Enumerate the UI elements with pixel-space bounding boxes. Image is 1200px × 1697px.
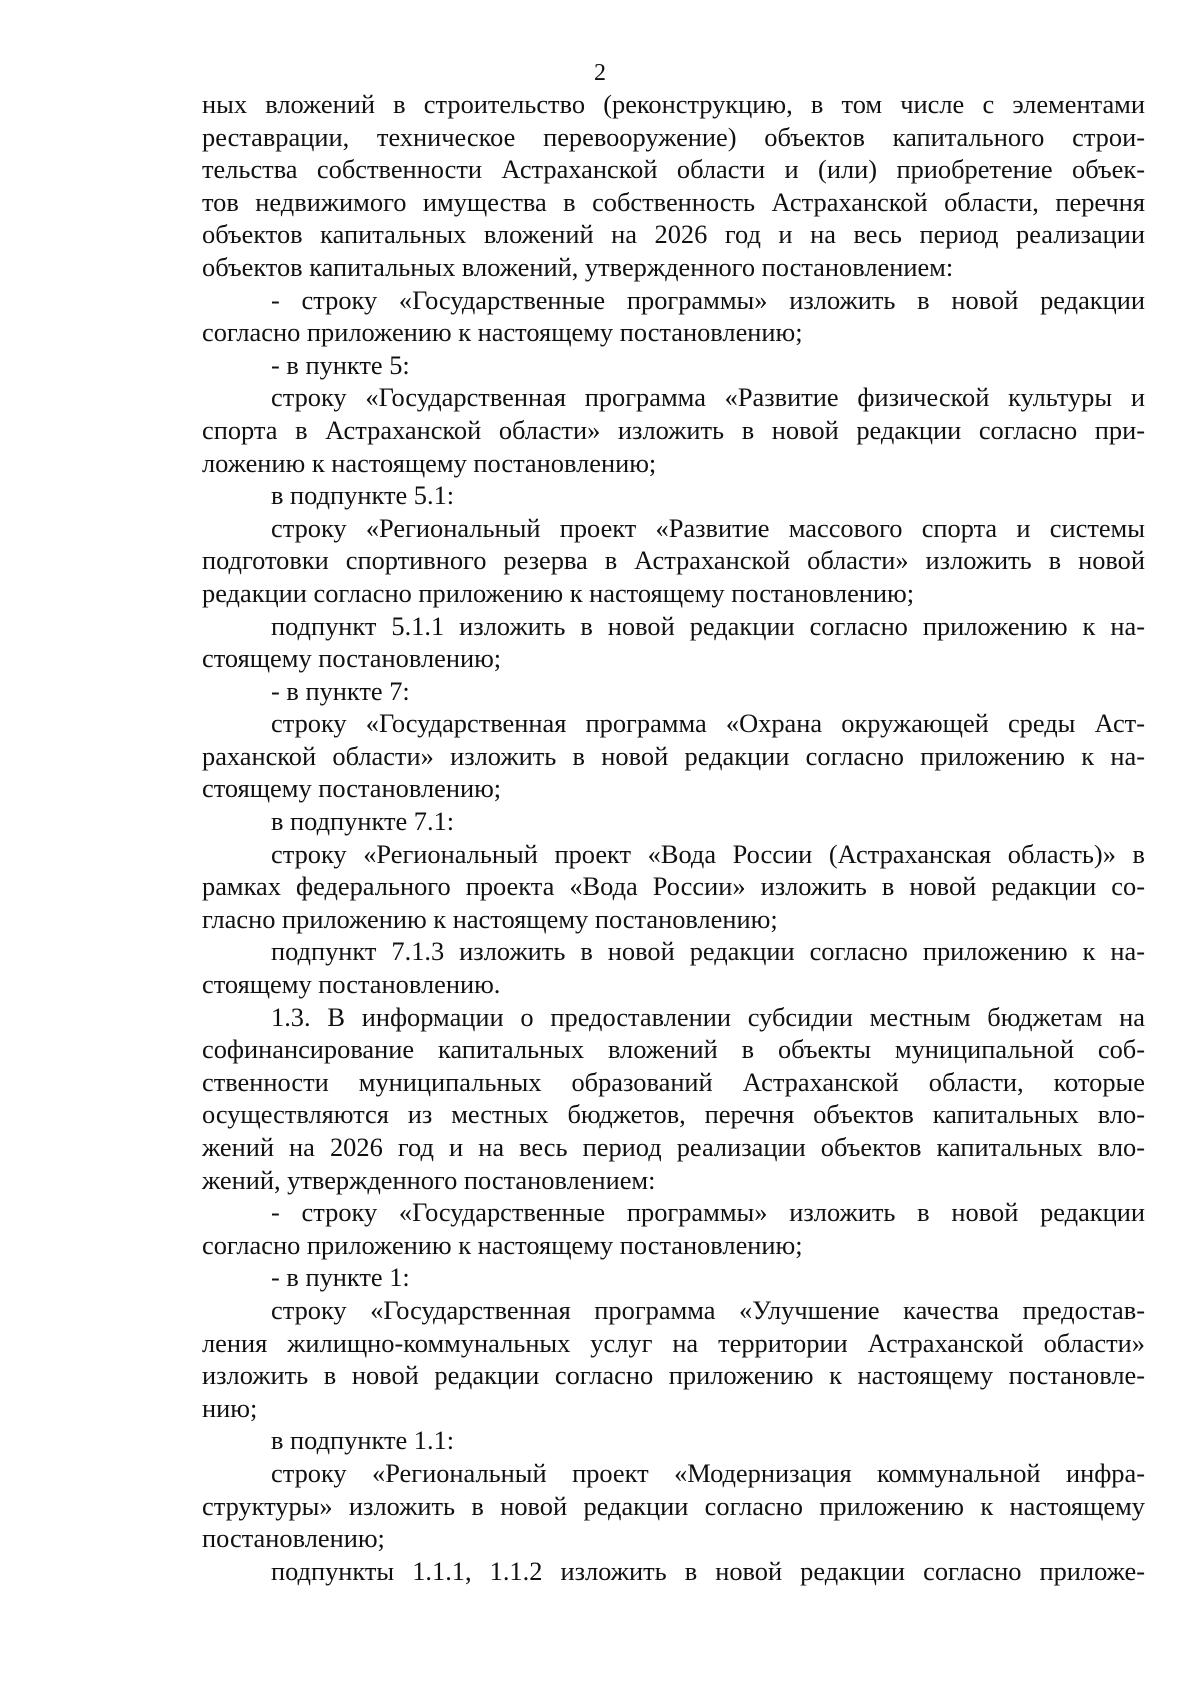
text-line: ных вложений в строительство (реконструкцию, в том числе с элементами (202, 89, 1145, 119)
text-line: 1.3. В информации о предоставлении субсидии местным бюджетам на (271, 1001, 1145, 1032)
text-line: осуществляются из местных бюджетов, перечня объектов капитальных вло- (202, 1099, 1145, 1130)
text-line: подпункт 5.1.1 изложить в новой редакции согласно приложению к на- (271, 610, 1145, 641)
document-body (202, 88, 1145, 1587)
text-line: объектов капитальных вложений на 2026 год и на весь период реализации (202, 219, 1145, 250)
text-line: гласно приложению к настоящему постановлению; (202, 903, 778, 934)
text-line: ственности муниципальных образований Астраханской области, которые (202, 1066, 1145, 1097)
text-line: строку «Региональный проект «Модернизация коммунальной инфра- (271, 1457, 1145, 1488)
page-number: 2 (594, 60, 606, 86)
text-line: структуры» изложить в новой редакции согласно приложению к настоящему (202, 1490, 1145, 1521)
text-line: подпункт 7.1.3 изложить в новой редакции согласно приложению к на- (271, 936, 1145, 967)
text-line: жений на 2026 год и на весь период реализации объектов капитальных вло- (202, 1132, 1145, 1162)
text-line: редакции согласно приложению к настоящему постановлению; (202, 577, 915, 608)
text-line: в подпункте 7.1: (271, 806, 455, 837)
text-line: ления жилищно-коммунальных услуг на территории Астраханской области» (202, 1327, 1145, 1358)
text-line: реставрации, техническое перевооружение) объектов капитального строи- (202, 121, 1145, 152)
text-line: в подпункте 5.1: (271, 480, 455, 511)
text-line: раханской области» изложить в новой редакции согласно приложению к на- (202, 740, 1145, 771)
text-line: объектов капитальных вложений, утвержденного постановлением: (202, 251, 954, 282)
text-line: ложению к настоящему постановлению; (202, 447, 657, 478)
text-line: согласно приложению к настоящему постановлению; (202, 317, 803, 348)
text-line: - в пункте 7: (271, 675, 410, 706)
text-line: строку «Государственная программа «Охрана окружающей среды Аст- (271, 708, 1145, 739)
text-line: строку «Региональный проект «Развитие массового спорта и системы (271, 512, 1145, 543)
text-line: подготовки спортивного резерва в Астраханской области» изложить в новой (202, 545, 1145, 576)
text-line: стоящему постановлению; (202, 773, 502, 804)
text-line: жений, утвержденного постановлением: (202, 1164, 656, 1195)
text-line: изложить в новой редакции согласно приложению к настоящему постановле- (202, 1360, 1145, 1391)
text-line: - в пункте 1: (271, 1262, 410, 1293)
text-line: тов недвижимого имущества в собственность Астраханской области, перечня (202, 186, 1145, 217)
text-line: стоящему постановлению. (202, 969, 501, 1000)
text-line: - строку «Государственные программы» изложить в новой редакции (271, 1197, 1145, 1228)
text-line: согласно приложению к настоящему постановлению; (202, 1229, 803, 1260)
text-line: тельства собственности Астраханской области и (или) приобретение объек- (202, 154, 1145, 185)
text-line: строку «Государственная программа «Развитие физической культуры и (271, 382, 1145, 413)
text-line: строку «Региональный проект «Вода России (Астраханская область)» в (271, 838, 1145, 869)
text-line: стоящему постановлению; (202, 643, 502, 674)
text-line: подпункты 1.1.1, 1.1.2 изложить в новой редакции согласно приложе- (271, 1555, 1145, 1586)
text-line: строку «Государственная программа «Улучшение качества предостав- (271, 1294, 1145, 1325)
text-line: - строку «Государственные программы» изложить в новой редакции (271, 284, 1145, 315)
text-line: - в пункте 5: (271, 349, 410, 380)
text-line: постановлению; (202, 1523, 385, 1554)
text-line: в подпункте 1.1: (271, 1425, 455, 1456)
text-line: рамках федерального проекта «Вода России» изложить в новой редакции со- (202, 871, 1145, 902)
text-line: спорта в Астраханской области» изложить в новой редакции согласно при- (202, 414, 1145, 445)
text-line: софинансирование капитальных вложений в объекты муниципальной соб- (202, 1034, 1145, 1065)
text-line: нию; (202, 1392, 258, 1423)
